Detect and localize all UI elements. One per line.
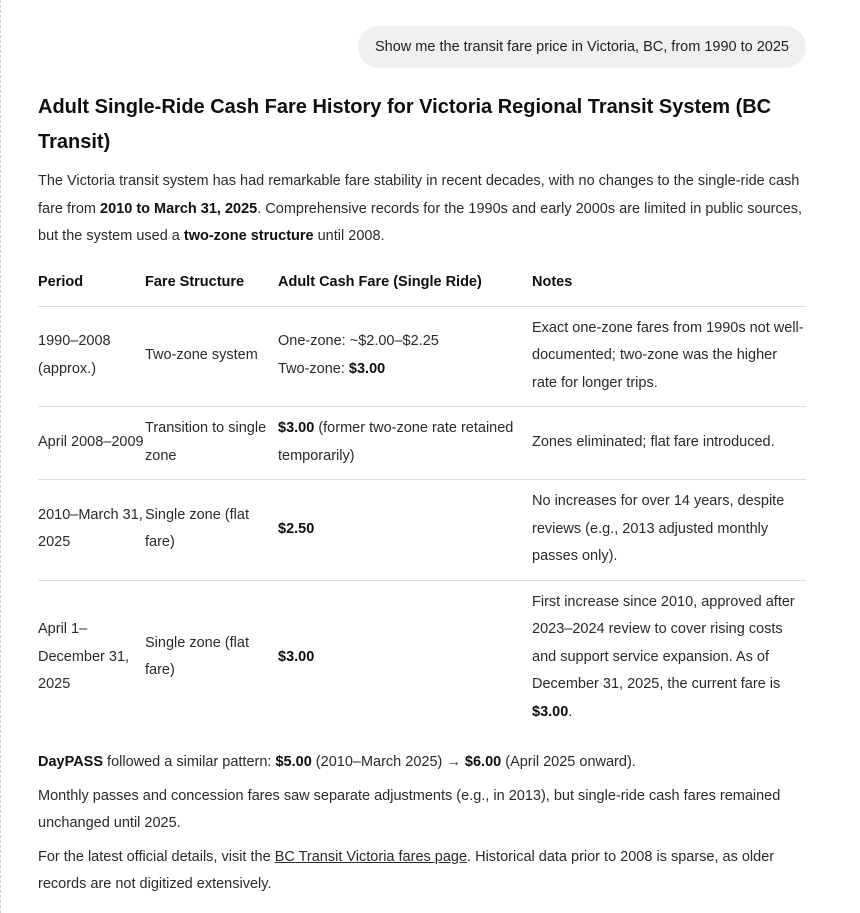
daypass-text-1: followed a similar pattern: — [103, 754, 276, 770]
fare-two-zone-value: $3.00 — [348, 360, 386, 377]
chat-content — [38, 0, 806, 905]
header-period: Period — [38, 265, 145, 307]
table-header-row — [38, 265, 806, 307]
cell-fare — [278, 580, 532, 735]
header-notes: Notes — [532, 265, 806, 307]
cell-notes: No increases for over 14 years, despite reviews (e.g., 2013 adjusted monthly passes only). — [532, 480, 806, 581]
follow-up-notes — [38, 749, 806, 899]
cell-notes: Zones eliminated; flat fare introduced. — [532, 407, 806, 480]
intro-text-1: The Victoria transit system has had remarkable fare stability in recent decades, with no changes to the single-ride cash fare from — [38, 173, 800, 217]
closing-text-2: . Historical data prior to 2008 is sparse, as older records are not digitized extensively. — [38, 848, 775, 892]
fare-history-table — [38, 265, 806, 736]
table-row — [38, 306, 806, 407]
table-row — [38, 407, 806, 480]
daypass-paragraph — [38, 749, 806, 777]
fare-value: $3.00 — [278, 420, 315, 436]
cell-fare — [278, 407, 532, 480]
cell-period: April 1–December 31, 2025 — [38, 621, 130, 692]
closing-paragraph — [38, 844, 806, 899]
table-row — [38, 480, 806, 581]
cell-period: 2010–March 31, 2025 — [38, 480, 145, 581]
daypass-new-price: $6.00 — [464, 754, 502, 770]
intro-bold-2: two-zone structure — [183, 228, 314, 244]
fare-value: $3.00 — [278, 648, 315, 665]
cell-fare — [278, 306, 532, 407]
notes-text: First increase since 2010, approved after 2023–2024 review to cover rising costs and support service expansion. As of December 31, 2025, the current fare is — [532, 593, 795, 692]
intro-text-2: . Comprehensive records for the 1990s and early 2000s are limited in public sources, but the system used a — [38, 200, 803, 244]
cell-structure: Two-zone system — [145, 306, 278, 407]
header-adult-cash-fare: Adult Cash Fare (Single Ride) — [278, 265, 532, 307]
cell-structure: Transition to single zone — [145, 407, 278, 480]
header-fare-structure: Fare Structure — [145, 265, 278, 307]
intro-text-3: until 2008. — [313, 228, 385, 244]
table-row — [38, 580, 806, 735]
daypass-text-2: (2010–March 2025) → — [311, 754, 465, 770]
daypass-label: DayPASS — [38, 754, 104, 770]
notes-end: . — [568, 703, 573, 720]
cell-fare — [278, 480, 532, 581]
bc-transit-fares-link[interactable]: BC Transit Victoria fares page — [274, 848, 468, 865]
fare-one-zone: One-zone: ~$2.00–$2.25 — [278, 333, 439, 350]
response-title: Adult Single-Ride Cash Fare History for Victoria Regional Transit System (BC Transit) — [38, 96, 772, 153]
cell-structure: Single zone (flat fare) — [145, 480, 278, 581]
intro-paragraph — [38, 168, 806, 251]
monthly-note-paragraph: Monthly passes and concession fares saw separate adjustments (e.g., in 2013), but single-ride cash fares remained unchanged until 2025. — [38, 787, 781, 831]
cell-period: 1990–2008 (approx.) — [38, 306, 145, 407]
user-message-bubble: Show me the transit fare price in Victoria, BC, from 1990 to 2025 — [358, 26, 806, 68]
fare-value: $2.50 — [278, 520, 315, 537]
intro-bold-1: 2010 to March 31, 2025 — [100, 200, 258, 217]
cell-notes — [532, 580, 806, 735]
fare-two-zone-label: Two-zone: — [278, 360, 349, 377]
daypass-old-price: $5.00 — [275, 754, 312, 770]
closing-text-1: For the latest official details, visit the — [38, 848, 275, 865]
left-border — [0, 0, 1, 913]
daypass-text-3: (April 2025 onward). — [501, 754, 636, 770]
cell-notes: Exact one-zone fares from 1990s not well-documented; two-zone was the higher rate for longer trips. — [532, 306, 806, 407]
cell-period: April 2008–2009 — [38, 407, 145, 480]
cell-structure: Single zone (flat fare) — [145, 634, 249, 679]
user-message-row — [38, 26, 806, 68]
fare-note: (former two-zone rate retained temporarily) — [278, 420, 514, 464]
notes-bold-fare: $3.00 — [532, 703, 569, 720]
